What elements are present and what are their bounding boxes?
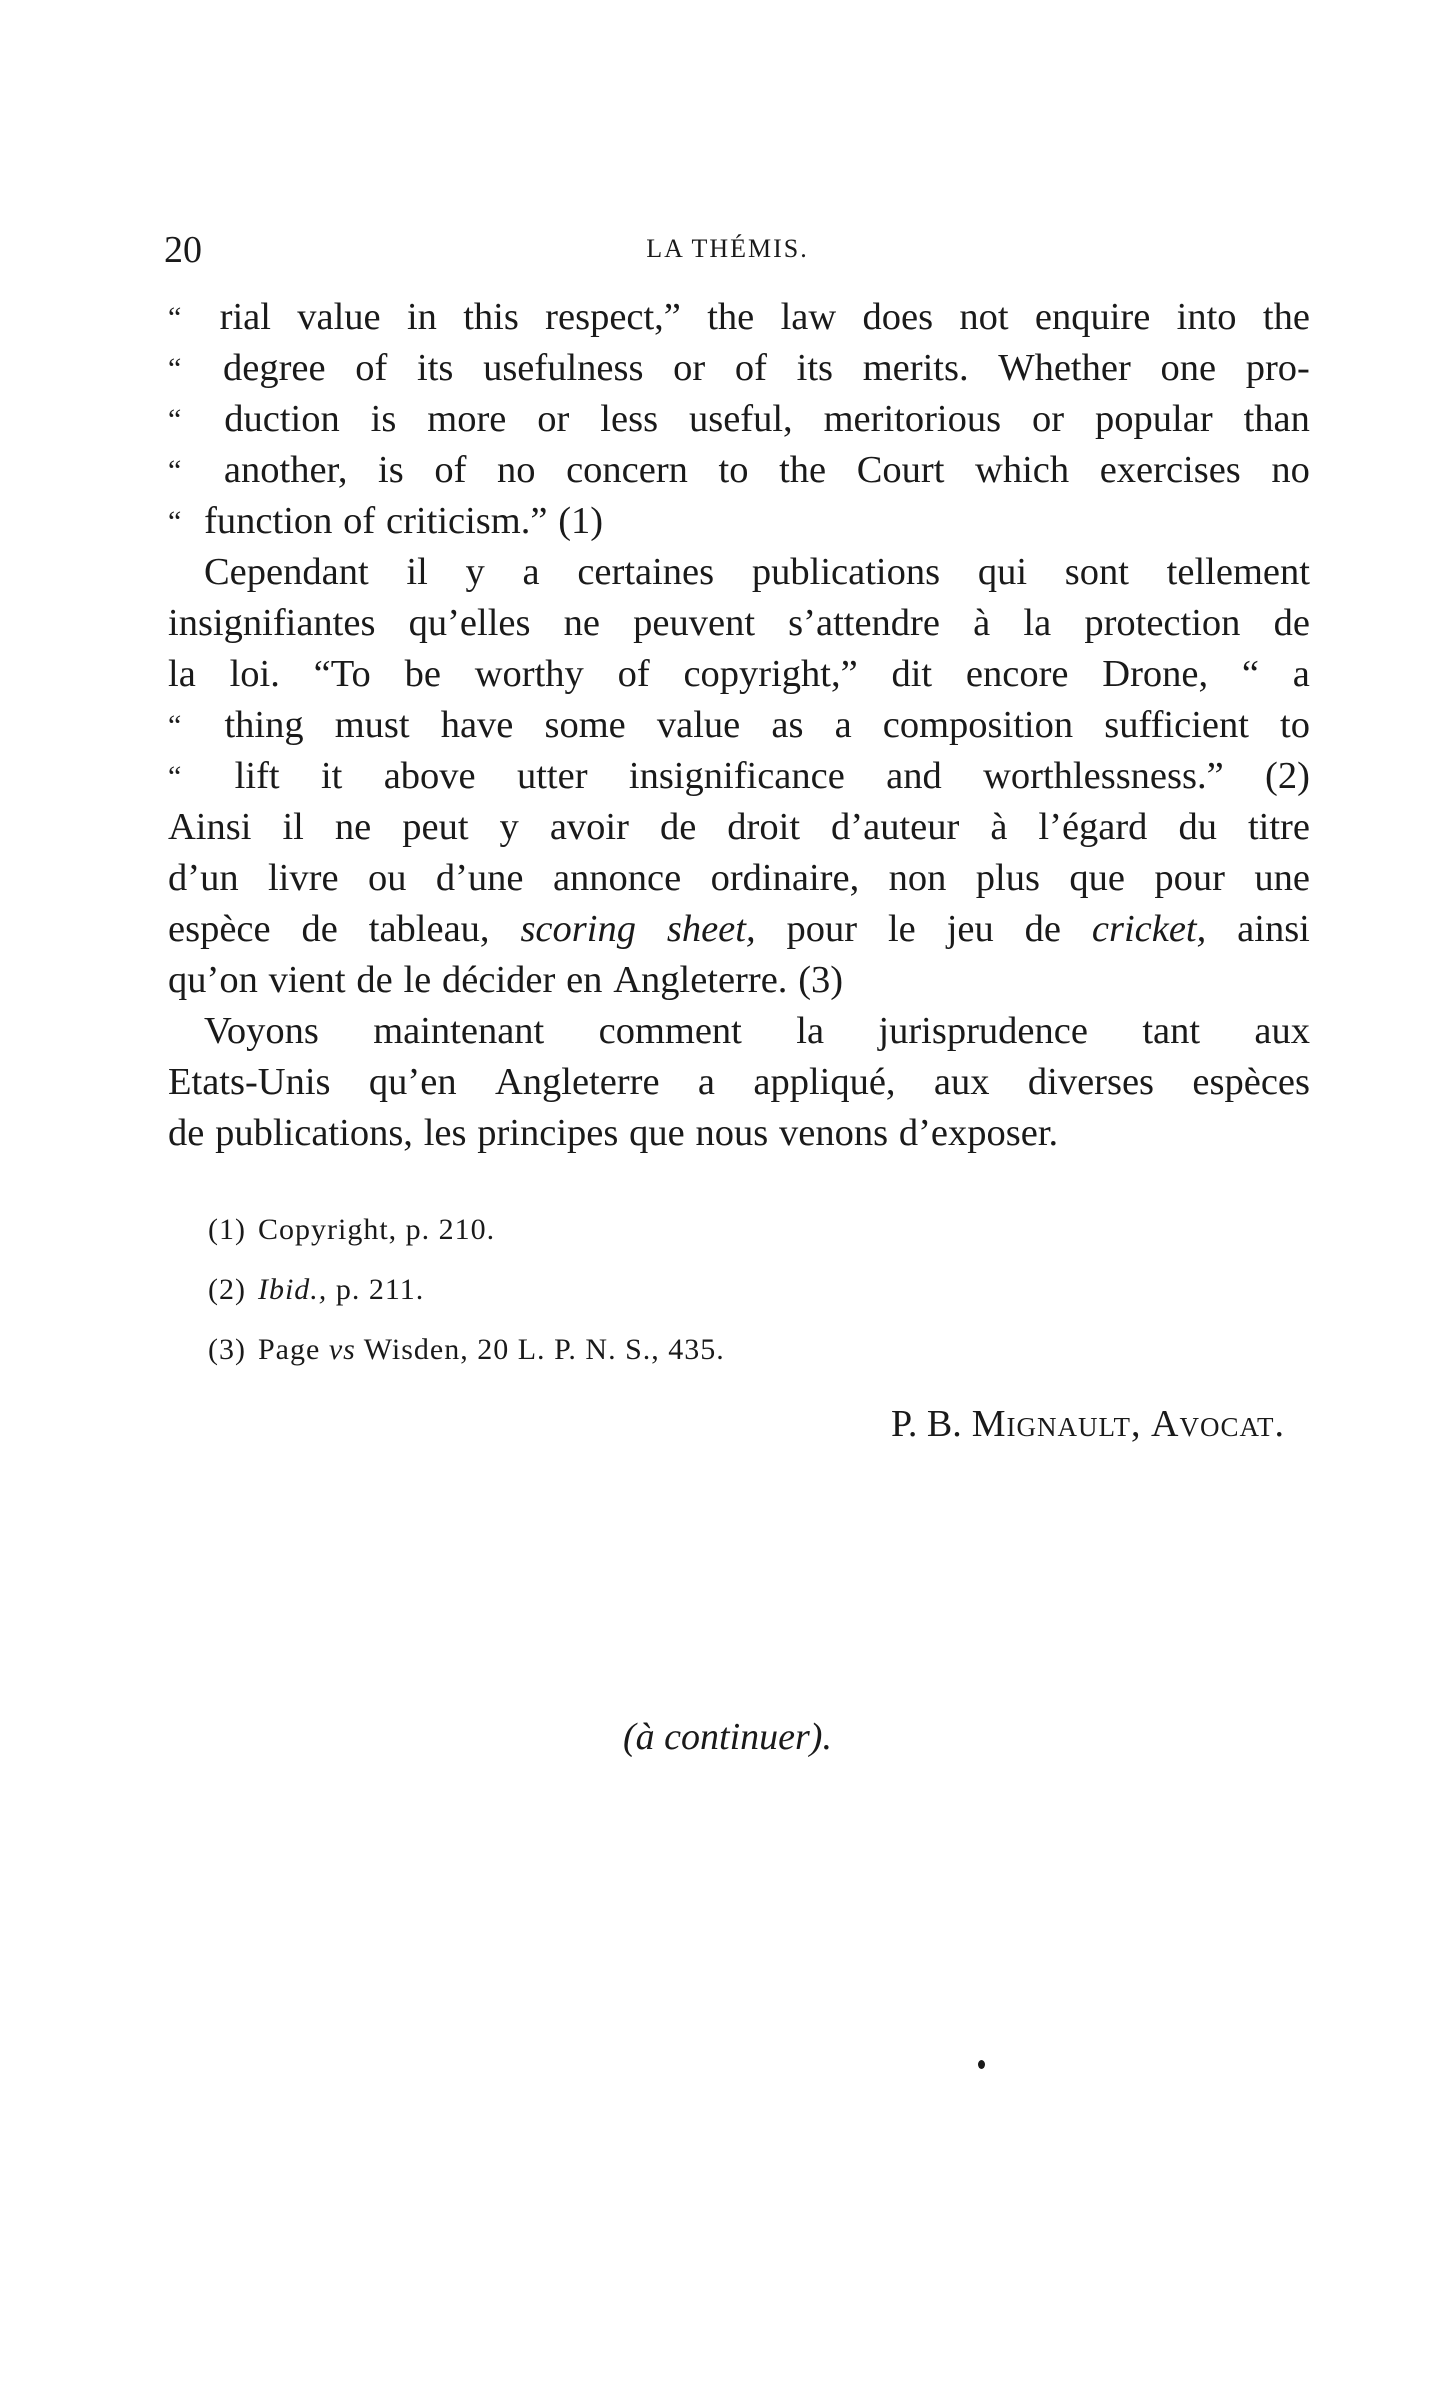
word: exercises (1099, 449, 1241, 491)
word: to (1280, 704, 1310, 746)
word: or (537, 398, 570, 440)
word: (1) (558, 500, 604, 542)
word: d’un (168, 857, 239, 899)
word: appliqué, (753, 1061, 896, 1103)
word: ou (367, 857, 407, 899)
word: composition (882, 704, 1074, 746)
word: as (771, 704, 804, 746)
word: le (887, 908, 916, 950)
word: que (1069, 857, 1125, 899)
text-line (168, 394, 1310, 445)
word: some (544, 704, 626, 746)
word: Whether (998, 347, 1131, 389)
word: which (975, 449, 1070, 491)
word: titre (1247, 806, 1310, 848)
word: pour (1154, 857, 1225, 899)
word: Voyons (204, 1010, 319, 1052)
word: or (673, 347, 706, 389)
author-title: Avocat. (1151, 1403, 1285, 1445)
word: must (334, 704, 410, 746)
word: Angleterre. (613, 959, 788, 1001)
word: no (497, 449, 536, 491)
word: of (617, 653, 650, 695)
word: into (1176, 296, 1237, 338)
word: la (796, 1010, 825, 1052)
word: protection (1084, 602, 1241, 644)
text-line (168, 700, 1310, 751)
word: sont (1064, 551, 1129, 593)
word: duction (224, 398, 340, 440)
text-line (168, 649, 1310, 700)
word: and (886, 755, 942, 797)
word: lift (234, 755, 280, 797)
word: Angleterre (494, 1061, 660, 1103)
quote-mark: “ (168, 352, 182, 385)
word: Court (856, 449, 945, 491)
word: popular (1095, 398, 1213, 440)
continue-note: (à continuer). (623, 1716, 832, 1758)
word: a (522, 551, 540, 593)
word: a (1292, 653, 1310, 695)
word: no (1271, 449, 1310, 491)
word: diverses (1027, 1061, 1155, 1103)
word: meritorious (823, 398, 1002, 440)
word: “ (1241, 653, 1260, 695)
word: copyright,” (683, 653, 858, 695)
word: espèce (168, 908, 271, 950)
word: venons (779, 1112, 889, 1154)
word: avoir (549, 806, 629, 848)
footnote-marker: (2) (208, 1273, 246, 1306)
word: the (1262, 296, 1310, 338)
text-line (168, 1108, 1310, 1159)
text-line (168, 598, 1310, 649)
word: espèces (1192, 1061, 1310, 1103)
word: more (427, 398, 507, 440)
word: pour (786, 908, 858, 950)
word: jurisprudence (878, 1010, 1088, 1052)
word: droit (727, 806, 801, 848)
word: de (1273, 602, 1310, 644)
footnote-marker: (3) (208, 1333, 246, 1366)
text-line (168, 445, 1310, 496)
author-surname: Mignault, (971, 1403, 1142, 1445)
word: than (1243, 398, 1310, 440)
word: the (779, 449, 827, 491)
word: useful, (688, 398, 793, 440)
word: a (697, 1061, 715, 1103)
word: in (406, 296, 437, 338)
running-head: LA THÉMIS. (646, 234, 809, 263)
word: thing (224, 704, 304, 746)
word: de (1024, 908, 1061, 950)
word: qu’en (368, 1061, 457, 1103)
word: de (301, 908, 338, 950)
quote-mark: “ (168, 709, 182, 742)
word: tableau, (368, 908, 490, 950)
footnote-marker: (1) (208, 1213, 246, 1246)
word: ne (334, 806, 372, 848)
quote-mark: “ (168, 403, 182, 436)
text-line (168, 496, 1310, 547)
word: Cependant (204, 551, 369, 593)
body-text (168, 292, 1310, 1159)
word: function (204, 500, 333, 542)
word: ne (563, 602, 600, 644)
text-line (168, 343, 1310, 394)
word: be (404, 653, 441, 695)
word: Drone, (1102, 653, 1209, 695)
text-line (168, 904, 1310, 955)
word: du (1178, 806, 1217, 848)
author-signature (891, 1402, 1285, 1446)
word: respect,” (545, 296, 681, 338)
word: de (168, 1112, 205, 1154)
text-line (168, 802, 1310, 853)
word: qui (977, 551, 1028, 593)
word: the (707, 296, 755, 338)
word: tellement (1166, 551, 1310, 593)
word: is (370, 398, 397, 440)
word: annonce (552, 857, 682, 899)
word: or (1032, 398, 1065, 440)
word: de (356, 959, 393, 1001)
word: value (656, 704, 741, 746)
word: aux (933, 1061, 990, 1103)
text-line (168, 1057, 1310, 1108)
ink-speck (978, 2060, 985, 2069)
word: y (499, 806, 519, 848)
word: Etats-Unis (168, 1061, 331, 1103)
author-initials: P. B. (890, 1403, 962, 1445)
quote-mark: “ (168, 454, 182, 487)
word: qu’elles (408, 602, 531, 644)
word: its (417, 347, 454, 389)
word: d’exposer. (898, 1112, 1059, 1154)
word: comment (598, 1010, 742, 1052)
word: not (959, 296, 1009, 338)
word: d’auteur (831, 806, 960, 848)
footnote-text: Ibid., p. 211. (257, 1273, 425, 1306)
word: maintenant (373, 1010, 545, 1052)
word: ordinaire, (710, 857, 860, 899)
word: vient (268, 959, 346, 1001)
word: y (465, 551, 485, 593)
word: principes (477, 1112, 619, 1154)
word: pro- (1245, 347, 1310, 389)
word: usefulness (483, 347, 644, 389)
word: this (463, 296, 519, 338)
word: publications (751, 551, 941, 593)
word: enquire (1034, 296, 1151, 338)
page-number: 20 (164, 229, 202, 271)
word: to (718, 449, 749, 491)
word: of (355, 347, 388, 389)
word: nous (695, 1112, 769, 1154)
quote-mark: “ (168, 760, 182, 793)
word: les (423, 1112, 467, 1154)
word: tant (1142, 1010, 1201, 1052)
word: il (406, 551, 428, 593)
word: above (383, 755, 476, 797)
word: peut (402, 806, 469, 848)
word: is (378, 449, 404, 491)
word: law (780, 296, 837, 338)
word: “To (313, 653, 371, 695)
word: s’attendre (788, 602, 940, 644)
word: scoring (520, 908, 636, 950)
word: one (1160, 347, 1217, 389)
word: une (1254, 857, 1310, 899)
word: of (734, 347, 767, 389)
word: concern (566, 449, 688, 491)
word: cricket, (1091, 908, 1207, 950)
quote-mark: “ (168, 301, 182, 334)
word: worthlessness.” (983, 755, 1224, 797)
word: le (403, 959, 432, 1001)
word: non (888, 857, 947, 899)
footnote-text: Copyright, p. 210. (257, 1213, 496, 1246)
word: have (440, 704, 514, 746)
text-line (168, 547, 1310, 598)
word: la (1023, 602, 1052, 644)
text-line (168, 853, 1310, 904)
word: encore (965, 653, 1069, 695)
word: insignificance (628, 755, 845, 797)
word: insignifiantes (168, 602, 376, 644)
text-line (168, 751, 1310, 802)
footnotes (208, 1200, 725, 1380)
word: utter (516, 755, 588, 797)
word: (3) (798, 959, 844, 1001)
word: rial (219, 296, 271, 338)
word: aux (1254, 1010, 1310, 1052)
text-line (168, 1006, 1310, 1057)
word: a (834, 704, 852, 746)
word: que (629, 1112, 685, 1154)
word: décider (442, 959, 556, 1001)
word: à (973, 602, 991, 644)
word: sheet, (666, 908, 756, 950)
word: worthy (474, 653, 584, 695)
word: publications, (215, 1112, 413, 1154)
word: dit (891, 653, 933, 695)
word: peuvent (633, 602, 756, 644)
word: la (168, 653, 196, 695)
word: certaines (577, 551, 715, 593)
word: (2) (1265, 755, 1310, 797)
quote-mark: “ (168, 505, 182, 538)
text-line (168, 955, 1310, 1006)
word: en (566, 959, 603, 1001)
word: livre (267, 857, 339, 899)
footnote (208, 1260, 725, 1320)
word: loi. (229, 653, 280, 695)
word: d’une (435, 857, 524, 899)
word: criticism.” (386, 500, 548, 542)
footnote (208, 1320, 725, 1380)
word: jeu (946, 908, 994, 950)
word: plus (975, 857, 1040, 899)
word: another, (223, 449, 348, 491)
word: value (297, 296, 381, 338)
word: of (343, 500, 376, 542)
footnote (208, 1200, 725, 1260)
word: degree (223, 347, 326, 389)
word: of (434, 449, 467, 491)
word: Ainsi (168, 806, 252, 848)
word: does (862, 296, 934, 338)
word: de (659, 806, 697, 848)
word: à (990, 806, 1008, 848)
text-line (168, 292, 1310, 343)
word: il (282, 806, 304, 848)
word: qu’on (168, 959, 258, 1001)
word: less (600, 398, 659, 440)
footnote-text: Page vs Wisden, 20 L. P. N. S., 435. (257, 1333, 725, 1366)
word: sufficient (1104, 704, 1249, 746)
word: its (796, 347, 834, 389)
word: ainsi (1237, 908, 1310, 950)
word: l’égard (1038, 806, 1148, 848)
word: it (320, 755, 343, 797)
word: merits. (862, 347, 969, 389)
